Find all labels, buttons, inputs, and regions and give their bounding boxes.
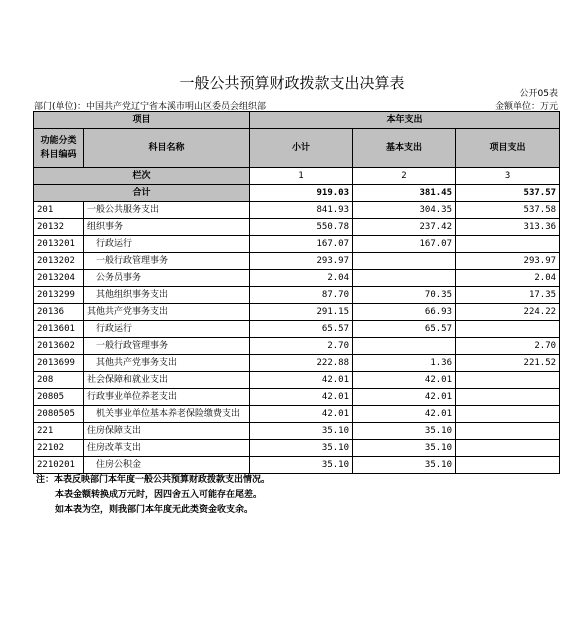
row-project: 221.52: [456, 355, 560, 372]
row-code: 20136: [34, 304, 84, 321]
row-code: 201: [34, 202, 84, 219]
row-basic: 35.10: [353, 423, 456, 440]
row-subject-name: 一般公共服务支出: [84, 202, 250, 219]
expenditure-table: [33, 111, 560, 474]
header-func-code: 功能分类科目编码: [34, 129, 84, 168]
row-subject-name: 其他组织事务支出: [84, 287, 250, 304]
row-basic: [353, 253, 456, 270]
table-row: [34, 287, 560, 304]
row-basic: 304.35: [353, 202, 456, 219]
table-row: [34, 406, 560, 423]
row-basic: [353, 270, 456, 287]
row-subject-name: 行政运行: [84, 236, 250, 253]
note-line-3: 如本表为空，则我部门本年度无此类资金收支余。: [55, 505, 254, 515]
total-subtotal: 919.03: [250, 185, 353, 202]
row-project: 313.36: [456, 219, 560, 236]
row-basic: 1.36: [353, 355, 456, 372]
col-no-1: 1: [250, 168, 353, 185]
row-code: 2013601: [34, 321, 84, 338]
row-subject-name: 其他共产党事务支出: [84, 355, 250, 372]
table-row: [34, 304, 560, 321]
row-project: [456, 440, 560, 457]
row-subtotal: 35.10: [250, 440, 353, 457]
table-row: [34, 372, 560, 389]
row-subject-name: 组织事务: [84, 219, 250, 236]
header-subtotal: 小计: [250, 129, 353, 168]
header-current-year: 本年支出: [250, 112, 560, 129]
header-subject-name: 科目名称: [84, 129, 250, 168]
row-project: 293.97: [456, 253, 560, 270]
row-subtotal: 841.93: [250, 202, 353, 219]
row-basic: 35.10: [353, 457, 456, 474]
row-code: 221: [34, 423, 84, 440]
row-basic: 70.35: [353, 287, 456, 304]
row-code: 2013299: [34, 287, 84, 304]
header-row-2: [34, 129, 560, 168]
table-row: [34, 440, 560, 457]
header-row-1: [34, 112, 560, 129]
row-basic: 42.01: [353, 389, 456, 406]
row-subtotal: 42.01: [250, 406, 353, 423]
header-basic: 基本支出: [353, 129, 456, 168]
row-subtotal: 550.78: [250, 219, 353, 236]
row-project: [456, 457, 560, 474]
row-code: 20805: [34, 389, 84, 406]
total-label: 合计: [34, 185, 250, 202]
table-row: [34, 253, 560, 270]
table-row: [34, 270, 560, 287]
table-row: [34, 219, 560, 236]
row-project: 17.35: [456, 287, 560, 304]
table-row: [34, 423, 560, 440]
row-subject-name: 住房公积金: [84, 457, 250, 474]
column-number-row: [34, 168, 560, 185]
row-subtotal: 2.04: [250, 270, 353, 287]
row-subject-name: 一般行政管理事务: [84, 253, 250, 270]
row-subtotal: 87.70: [250, 287, 353, 304]
row-basic: 65.57: [353, 321, 456, 338]
department-label: 部门(单位)：中国共产党辽宁省本溪市明山区委员会组织部: [34, 102, 267, 112]
row-subject-name: 住房保障支出: [84, 423, 250, 440]
header-column-no: 栏次: [34, 168, 250, 185]
notes: [36, 473, 270, 518]
row-subject-name: 住房改革支出: [84, 440, 250, 457]
row-project: 224.22: [456, 304, 560, 321]
row-code: 2013201: [34, 236, 84, 253]
row-project: [456, 321, 560, 338]
row-code: 2080505: [34, 406, 84, 423]
total-basic: 381.45: [353, 185, 456, 202]
note-line-1: 注：本表反映部门本年度一般公共预算财政拨款支出情况。: [36, 475, 271, 485]
row-subtotal: 167.07: [250, 236, 353, 253]
total-row: [34, 185, 560, 202]
row-subtotal: 291.15: [250, 304, 353, 321]
row-subject-name: 行政事业单位养老支出: [84, 389, 250, 406]
col-no-3: 3: [456, 168, 560, 185]
table-row: [34, 236, 560, 253]
table-row: [34, 389, 560, 406]
row-project: 2.04: [456, 270, 560, 287]
row-basic: 42.01: [353, 406, 456, 423]
row-subject-name: 行政运行: [84, 321, 250, 338]
row-subtotal: 293.97: [250, 253, 353, 270]
row-code: 2013602: [34, 338, 84, 355]
row-basic: 42.01: [353, 372, 456, 389]
row-subtotal: 42.01: [250, 389, 353, 406]
row-code: 2013699: [34, 355, 84, 372]
row-code: 2013204: [34, 270, 84, 287]
table-row: [34, 457, 560, 474]
table-row: [34, 355, 560, 372]
row-subtotal: 222.88: [250, 355, 353, 372]
table-row: [34, 338, 560, 355]
row-subject-name: 公务员事务: [84, 270, 250, 287]
row-subtotal: 42.01: [250, 372, 353, 389]
row-subtotal: 35.10: [250, 457, 353, 474]
table-row: [34, 321, 560, 338]
row-project: [456, 389, 560, 406]
row-basic: 237.42: [353, 219, 456, 236]
row-subtotal: 2.70: [250, 338, 353, 355]
row-project: 537.58: [456, 202, 560, 219]
form-code: 公开05表: [519, 89, 558, 99]
row-code: 20132: [34, 219, 84, 236]
row-basic: 167.07: [353, 236, 456, 253]
header-project-exp: 项目支出: [456, 129, 560, 168]
page-title: 一般公共预算财政拨款支出决算表: [179, 74, 405, 92]
note-line-2: 本表金额转换成万元时，因四舍五入可能存在尾差。: [55, 490, 263, 500]
unit-label: 金额单位：万元: [494, 102, 558, 112]
row-project: [456, 372, 560, 389]
row-code: 2210201: [34, 457, 84, 474]
row-project: 2.70: [456, 338, 560, 355]
row-code: 22102: [34, 440, 84, 457]
col-no-2: 2: [353, 168, 456, 185]
header-project: 项目: [34, 112, 250, 129]
row-subject-name: 一般行政管理事务: [84, 338, 250, 355]
row-basic: 66.93: [353, 304, 456, 321]
row-project: [456, 423, 560, 440]
row-subtotal: 35.10: [250, 423, 353, 440]
row-subject-name: 社会保障和就业支出: [84, 372, 250, 389]
row-basic: [353, 338, 456, 355]
row-code: 208: [34, 372, 84, 389]
table-row: [34, 202, 560, 219]
row-code: 2013202: [34, 253, 84, 270]
row-basic: 35.10: [353, 440, 456, 457]
row-subject-name: 其他共产党事务支出: [84, 304, 250, 321]
row-project: [456, 406, 560, 423]
row-subtotal: 65.57: [250, 321, 353, 338]
row-project: [456, 236, 560, 253]
total-project: 537.57: [456, 185, 560, 202]
row-subject-name: 机关事业单位基本养老保险缴费支出: [84, 406, 250, 423]
